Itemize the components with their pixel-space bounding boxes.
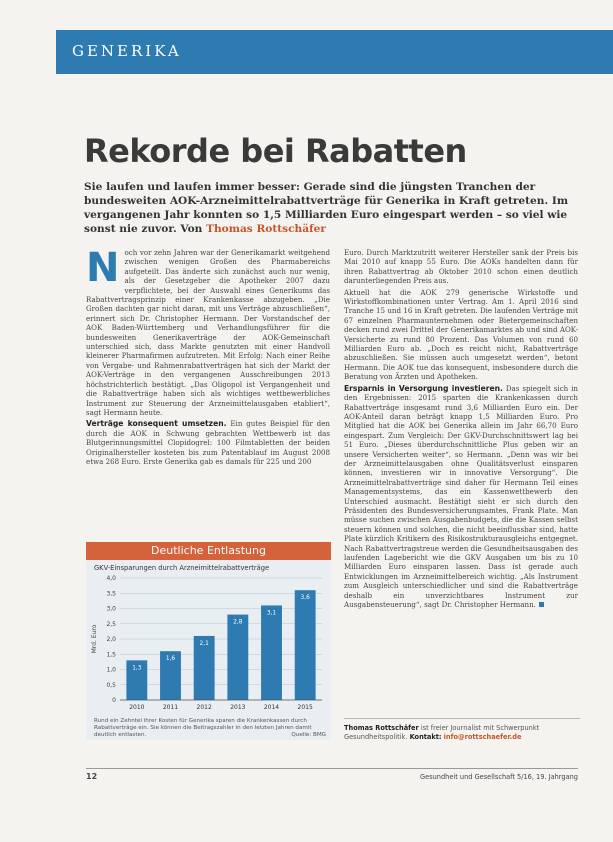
end-mark-icon	[539, 602, 544, 607]
lede-text: Sie laufen und laufen immer besser: Gerade sind die jüngsten Tranchen der bundesweiten AOK-Arzneimittelrabattverträge für Generika in Kraft getreten. Im vergangenen Jahr konnten so 1,5 Milliarden Euro eingespart werden – so viel wie sonst nie zuvor. Von	[84, 181, 569, 235]
author-box	[344, 718, 580, 742]
y-tick-label: 3,0	[106, 605, 116, 613]
paragraph-text: och vor zehn Jahren war der Generikamarkt weitgehend zwischen wenigen Großen des Pharmabereichs aufgeteilt. Das änderte sich zunächst auch nur wenig, als der Gesetzgeber die Apotheker 2007 dazu verpflichtete, bei der Auswahl eines Generikums das Rabattvertragsprinzip einer Krankenkasse abzugeben. „Die Großen dachten gar nicht daran, mit uns Verträge abzuschließen“, erinnert sich Dr. Christopher Hermann. Der Vorstandschef der AOK Baden-Württemberg und Verhandlungsführer für die bundesweiten Generikaverträge der AOK-Gemeinschaft unterschied sich, dass Markte genutzten mit einer Handvoll kleinerer Pharmafirmen aufzutreten. Mit Erfolg: Nach einer Reihe von Vergabe- und Rahmenrabattverträgen hat sich der Markt der AOK-Verträge in den vergangenen Ausschreibungen 2013 höchstrichterlich bestätigt. „Das Oligopol ist Vergangenheit und die Rabattverträge haben sich als wichtiges wettbewerbliches Instrument zur Steuerung der Arzneimittelausgaben etabliert“, sagt Hermann heute.	[86, 248, 330, 417]
y-tick-label: 3,5	[106, 590, 116, 598]
data-label: 2,1	[199, 640, 209, 647]
data-label: 3,1	[266, 610, 277, 617]
paragraph	[86, 419, 330, 466]
article-lede	[84, 180, 584, 236]
subheading: Ersparnis in Versorgung investieren.	[344, 383, 503, 393]
chart-note	[94, 718, 326, 739]
paragraph-text: Das spiegelt sich in den Ergebnissen: 2015 sparten die Krankenkassen durch Rabattverträge insgesamt rund 3,6 Milliarden Euro ein. Der AOK-Anteil daran beträgt knapp 1,5 Milliarden Euro. Pro Mitglied hat die AOK bei Generika allein im Jahr 66,70 Euro eingespart. Zum Vergleich: Der GKV-Durchschnittswert lag bei 51 Euro. „Dieses überdurchschnittliche Plus geben wir an unsere Versicherten weiter“, so Hermann. „Denn was wir bei der Arzneimittelausgaben ohne Qualitätsverlust einsparen können, investieren wir in innovative Versorgung“. Die Arzneimittelrabattverträge sind daher für Hermann Teil eines Managementsystems, das ein Kassenwettbewerb den Unterschied ausmacht. Bestätigt sieht er sich durch den Präsidenten des Bundesversicherungsamtes, Frank Plate. Man müsse suchen zwischen Ausgabenbudgets, die die Kassen selbst steuern können und solchen, die nicht beeinflussbar sind, hatte Plate kürzlich Kritikern des Risikostrukturausgleichs entgegnet. Nach Rabattvertragstreue werden die Gesundheitsausgaben des laufenden Lagebericht wie die GKV Ausgaben um bis zu 10 Milliarden Euro einsparen lassen. Dass ist gerade auch Entwicklungen im Arzneimittelbereich wichtig. „Als Instrument zum Ausgleich unterschiedlicher und sind die Rabattverträge deshalb ein unverzichtbares Instrument zur Ausgabensteuerung“, sagt Dr. Christopher Hermann.	[344, 383, 578, 610]
bar-chart	[86, 572, 331, 718]
x-tick-label: 2015	[297, 704, 313, 711]
y-tick-label: 1,5	[106, 651, 116, 659]
chart-subtitle: GKV-Einsparungen durch Arzneimittelrabattverträge	[94, 564, 270, 572]
chart-box	[86, 542, 331, 740]
article-column-1	[86, 245, 330, 468]
y-tick-label: 1,0	[106, 666, 116, 674]
author-name: Thomas Rottschäfer	[344, 724, 419, 732]
y-tick-label: 2,0	[106, 636, 116, 643]
y-tick-label: 4,0	[106, 575, 116, 582]
paragraph	[344, 384, 578, 610]
article-column-2	[344, 248, 578, 611]
x-tick-label: 2014	[263, 704, 280, 711]
y-tick-label: 0	[112, 697, 116, 704]
lede-author: Thomas Rottschäfer	[206, 223, 326, 235]
x-tick-label: 2011	[162, 704, 179, 711]
data-label: 1,6	[165, 656, 176, 663]
section-title: GENERIKA	[72, 42, 182, 60]
y-tick-label: 0,5	[106, 681, 116, 689]
bar	[227, 615, 248, 700]
contact-label: Kontakt:	[409, 733, 442, 741]
paragraph-text: Ein gutes Beispiel für den durch die AOK in Schwung gebrachten Wettbewerb ist das Blutgerinnungsmittel Clopidogrel: 100 Filmtabletten der beiden Originalhersteller kosteten bis zum Patentablauf im August 2008 etwa 268 Euro. Erste Generika gab es damals für 225 und 200	[86, 419, 330, 466]
chart-source: Quelle: BMG	[291, 732, 326, 738]
data-label: 1,3	[132, 665, 142, 672]
chart-title: Deutliche Entlastung	[86, 542, 331, 560]
publication-info: Gesundheit und Gesellschaft 5/16, 19. Jahrgang	[420, 773, 578, 781]
article-headline: Rekorde bei Rabatten	[84, 132, 467, 170]
bar	[295, 590, 316, 700]
data-label: 3,6	[300, 595, 310, 602]
subheading: Verträge konsequent umsetzen.	[86, 419, 227, 429]
chart-note-text: Rund ein Zehntel ihrer Kosten für Generika sparen die Krankenkassen durch Rabattverträge ein. Sie können die Beitragszahler in den letzten Jahren damit deutlich entlasten.	[94, 718, 312, 738]
page-number: 12	[86, 772, 98, 781]
y-axis-label: Mrd. Euro	[91, 624, 98, 654]
author-role: ist freier Journalist mit Schwerpunkt Gesundheitspolitik.	[344, 724, 540, 741]
x-tick-label: 2013	[230, 704, 246, 711]
paragraph: Aktuell hat die AOK 279 generische Wirkstoffe und Wirkstoffkombinationen unter Vertrag. Am 1. April 2016 sind Tranche 15 und 16 in Kraft getreten. Die laufenden Verträge mit 67 einzelnen Pharmaunternehmen oder Bietergemeinschaften decken rund zwei Drittel der Generikamarktes ab und sind AOK-Versicherte zu rund 80 Prozent. Das Volumen von rund 60 Milliarden Euro ab. „Doch es reicht nicht, Rabattverträge abzuschließen. Sie müssen auch umgesetzt werden“, betont Hermann. Die AOK tue das konsequent, insbesondere durch die Beratung von Ärzten und Apotheken.	[344, 287, 578, 382]
x-tick-label: 2010	[129, 704, 145, 711]
data-label: 2,8	[233, 619, 243, 626]
paragraph	[86, 245, 330, 417]
dropcap: N	[86, 245, 120, 291]
bar	[261, 605, 282, 700]
contact-email: info@rottschaefer.de	[443, 733, 522, 741]
paragraph: Euro. Durch Marktzutritt weiterer Hersteller sank der Preis bis Mai 2010 auf knapp 55 Euro. Die AOKs handelten dann für ihren Rabattvertrag ab Oktober 2010 schon einen deutlich darunterliegenden Preis aus.	[344, 248, 578, 286]
x-tick-label: 2012	[196, 704, 212, 711]
page-footer	[86, 768, 578, 781]
y-tick-label: 2,5	[106, 620, 116, 628]
section-banner	[56, 30, 613, 74]
